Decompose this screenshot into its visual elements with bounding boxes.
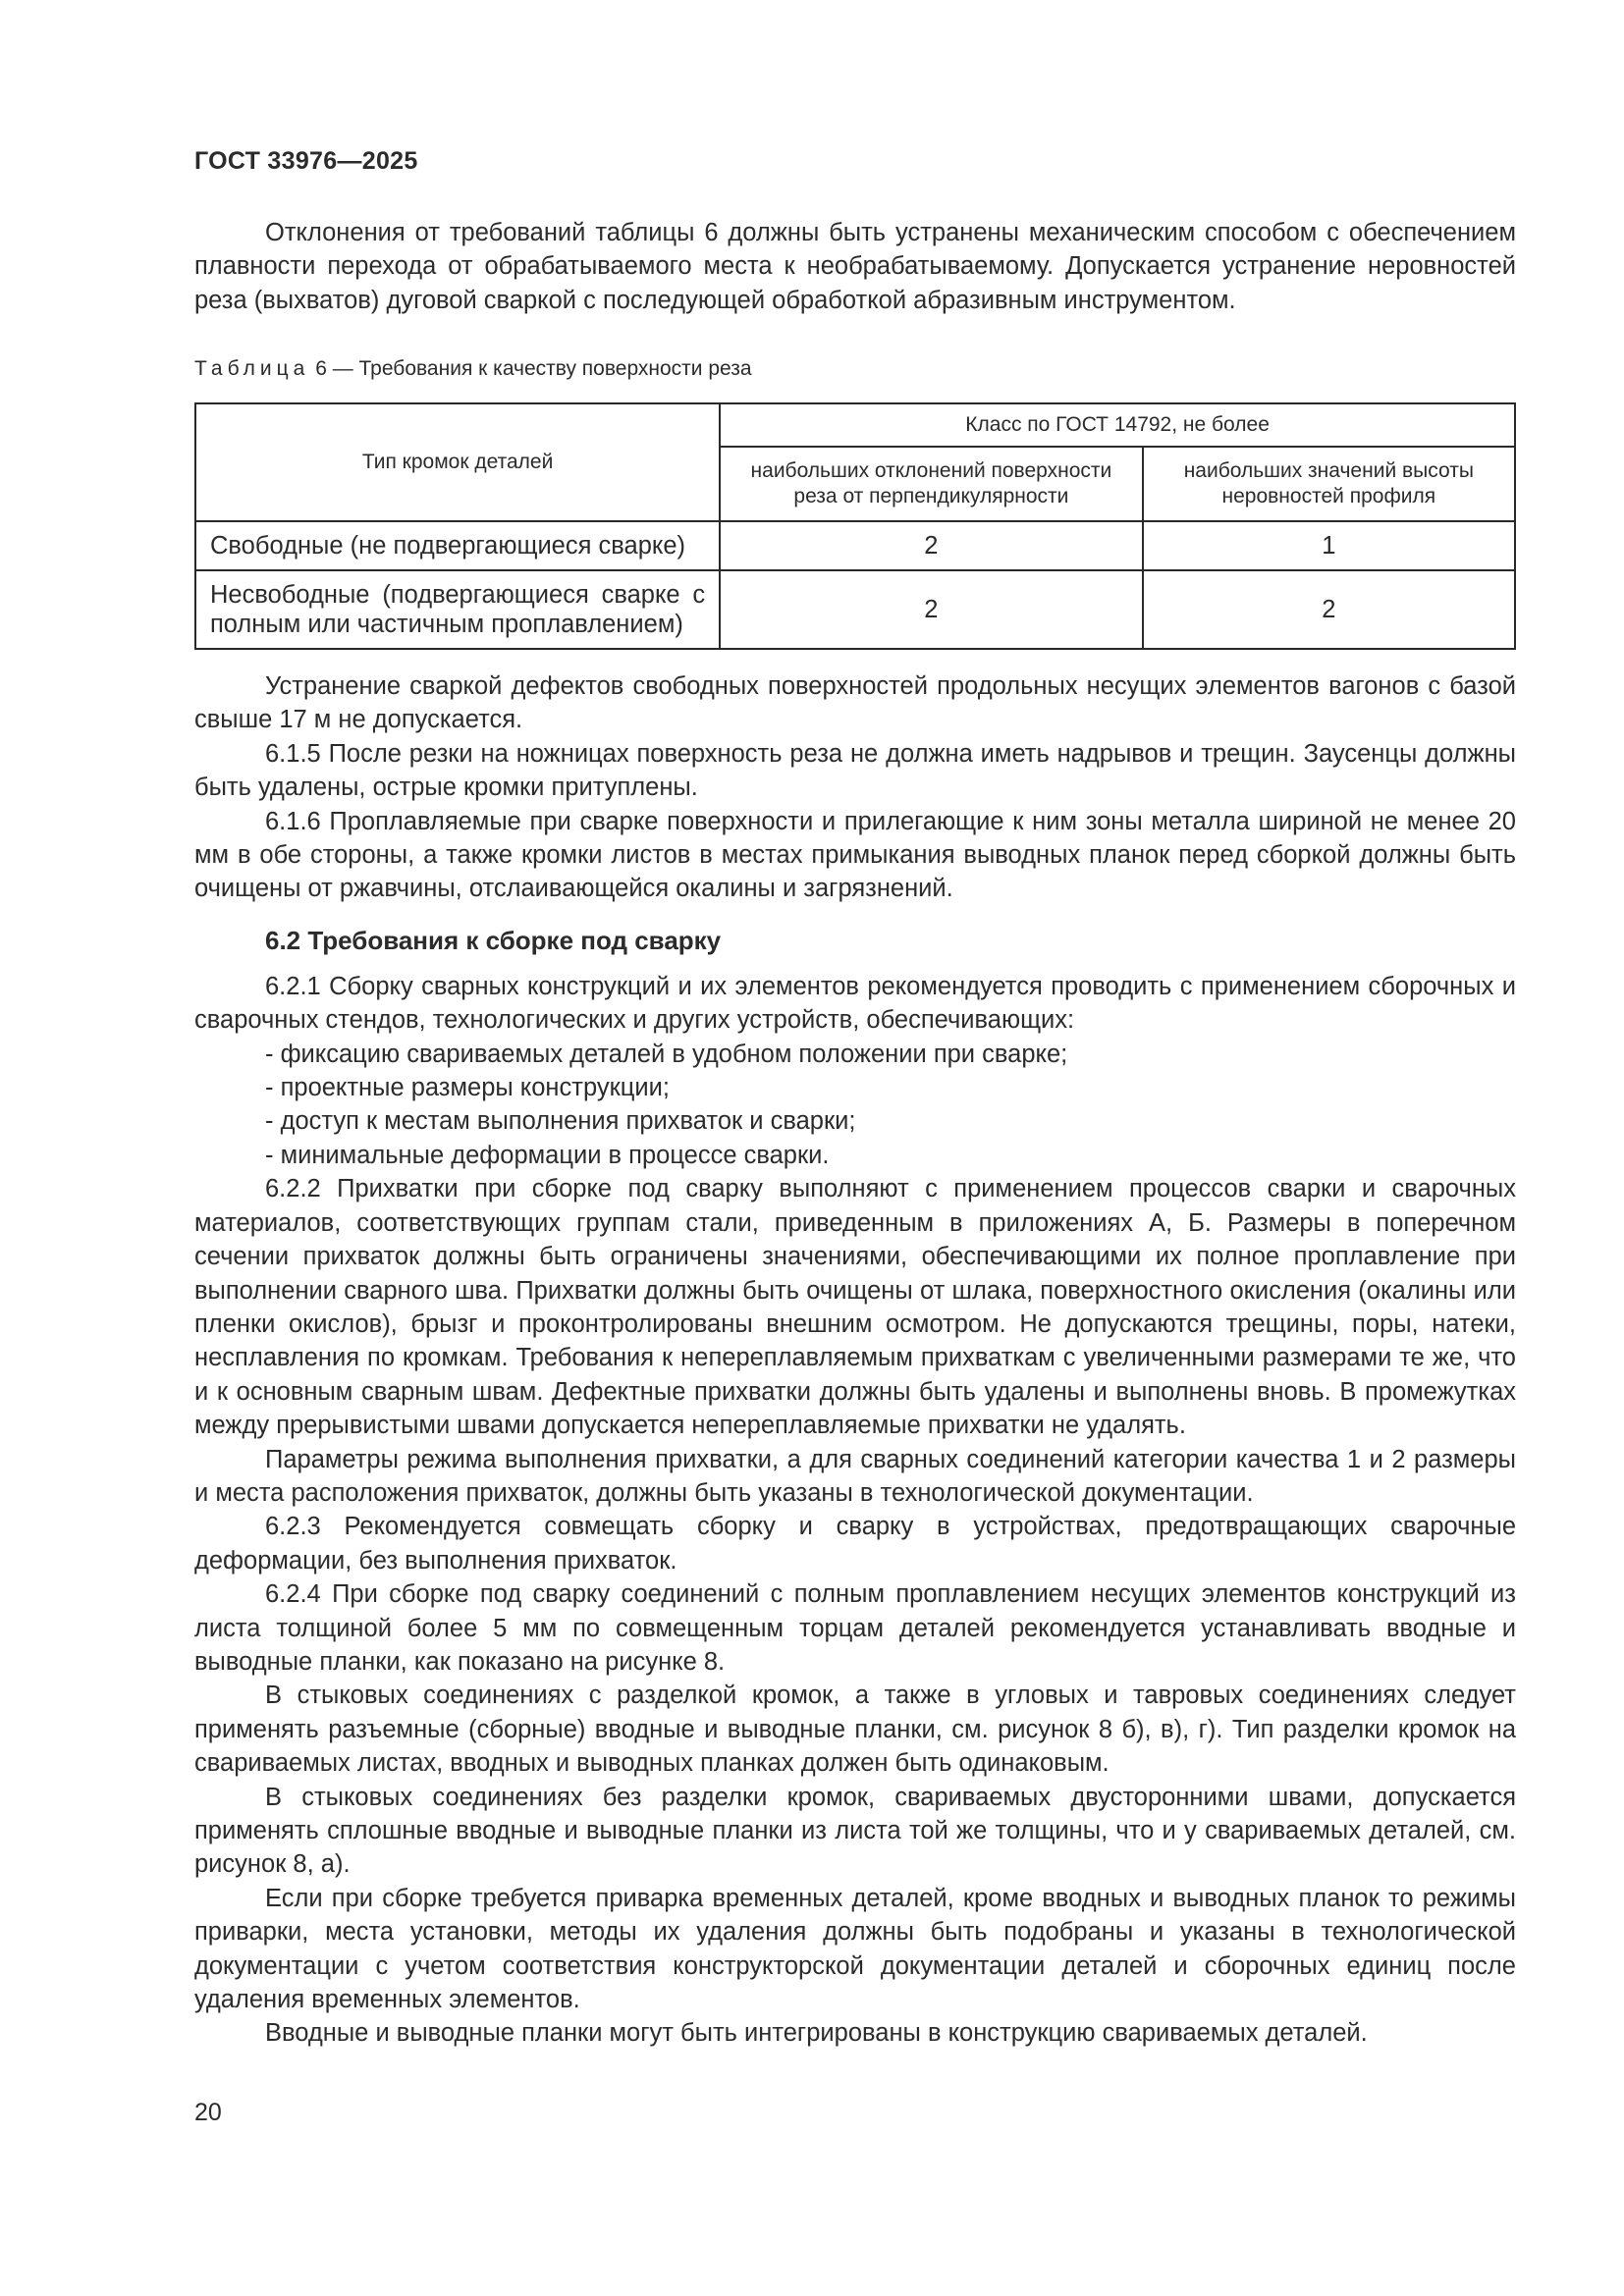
- body-block: [194, 669, 1516, 2051]
- row-value-perpendicularity: 2: [720, 570, 1142, 649]
- paragraph: Устранение сваркой дефектов свободных поверхностей продольных несущих элементов вагонов с базой свыше 17 м не допускается.: [194, 672, 1516, 734]
- list-item: - доступ к местам выполнения прихваток и сварки;: [265, 1107, 856, 1136]
- intro-paragraph: Отклонения от требований таблицы 6 должны быть устранены механическим способом с обеспечением плавности перехода от обрабатываемого места к необрабатываемому. Допускается устранение неровностей реза (выхватов) дуговой сваркой с последующей обработкой абразивным инструментом.: [194, 219, 1516, 314]
- table-caption-word: Таблица: [194, 357, 310, 380]
- table-row: [195, 570, 1515, 649]
- row-label: Несвободные (подвергающиеся сварке с полным или частичным проплавлением): [195, 570, 720, 649]
- header-class-cell: Класс по ГОСТ 14792, не более: [720, 403, 1515, 447]
- paragraph: Если при сборке требуется приварка временных деталей, кроме вводных и выводных планок то режимы приварки, места установки, методы их удаления должны быть подобраны и указаны в технологической документации с учетом соответствия конструкторской документации деталей и сборочных единиц после удаления временных элементов.: [194, 1884, 1516, 2014]
- document-header: ГОСТ 33976—2025: [194, 147, 418, 175]
- paragraph: 6.2.1 Сборку сварных конструкций и их элементов рекомендуется проводить с применением сборочных и сварочных стендов, технологических и других устройств, обеспечивающих:: [194, 972, 1516, 1035]
- intro-block: [194, 216, 1516, 317]
- paragraph: 6.2.4 При сборке под сварку соединений с полным проплавлением несущих элементов конструкций из листа толщиной более 5 мм по совмещенным торцам деталей рекомендуется устанавливать вводные и выводные планки, как показано на рисунке 8.: [194, 1580, 1516, 1676]
- subheader-roughness: наибольших значений высоты неровностей профиля: [1143, 447, 1515, 521]
- header-type-cell: Тип кромок деталей: [195, 403, 720, 521]
- list-item: - фиксацию свариваемых деталей в удобном положении при сварке;: [265, 1040, 1068, 1068]
- table-block: [194, 346, 1516, 650]
- list-item: - проектные размеры конструкции;: [265, 1074, 670, 1102]
- section-title: 6.2 Требования к сборке под сварку: [265, 925, 722, 955]
- row-value-roughness: 2: [1143, 570, 1515, 649]
- row-value-perpendicularity: 2: [720, 521, 1142, 570]
- page-number: 20: [194, 2099, 222, 2126]
- paragraph: 6.2.2 Прихватки при сборке под сварку выполняют с применением процессов сварки и сварочных материалов, соответствующих группам стали, приведенным в приложениях А, Б. Размеры в поперечном сечении прихваток должны быть ограничены значениями, обеспечивающими их полное проплавление при выполнении сварного шва. Прихватки должны быть очищены от шлака, поверхностного окисления (окалины или пленки окислов), брызг и проконтролированы внешним осмотром. Не допускаются трещины, поры, натеки, несплавления по кромкам. Требования к непереплавляемым прихваткам с увеличенными размерами те же, что и к основным сварным швам. Дефектные прихватки должны быть удалены и выполнены вновь. В промежутках между прерывистыми швами допускается непереплавляемые прихватки не удалять.: [194, 1175, 1516, 1440]
- table-6: [194, 402, 1516, 650]
- row-label: Свободные (не подвергающиеся сварке): [195, 521, 720, 570]
- table-caption-text: 6 — Требования к качеству поверхности реза: [315, 357, 752, 380]
- table-row: [195, 521, 1515, 570]
- paragraph: В стыковых соединениях с разделкой кромок, а также в угловых и тавровых соединениях следует применять разъемные (сборные) вводные и выводные планки, см. рисунок 8 б), в), г). Тип разделки кромок на свариваемых листах, вводных и выводных планках должен быть одинаковым.: [194, 1682, 1516, 1778]
- paragraph: 6.1.6 Проплавляемые при сварке поверхности и прилегающие к ним зоны металла шириной не менее 20 мм в обе стороны, а также кромки листов в местах примыкания выводных планок перед сборкой должны быть очищены от ржавчины, отслаивающейся окалины и загрязнений.: [194, 807, 1516, 903]
- paragraph: 6.2.3 Рекомендуется совмещать сборку и сварку в устройствах, предотвращающих сварочные деформации, без выполнения прихваток.: [194, 1513, 1516, 1575]
- paragraph: Вводные и выводные планки могут быть интегрированы в конструкцию свариваемых деталей.: [265, 2019, 1368, 2048]
- list-item: - минимальные деформации в процессе сварки.: [265, 1141, 830, 1169]
- subheader-perpendicularity: наибольших отклонений поверхности реза от перпендикулярности: [720, 447, 1142, 521]
- paragraph: В стыковых соединениях без разделки кромок, свариваемых двусторонними швами, допускается применять сплошные вводные и выводные планки из листа той же толщины, что и у свариваемых деталей, см. рисунок 8, а).: [194, 1783, 1516, 1879]
- table-caption: [194, 357, 1516, 381]
- paragraph: 6.1.5 После резки на ножницах поверхность реза не должна иметь надрывов и трещин. Заусенцы должны быть удалены, острые кромки притуплены.: [194, 739, 1516, 802]
- row-value-roughness: 1: [1143, 521, 1515, 570]
- paragraph: Параметры режима выполнения прихватки, а для сварных соединений категории качества 1 и 2 размеры и места расположения прихваток, должны быть указаны в технологической документации.: [194, 1445, 1516, 1507]
